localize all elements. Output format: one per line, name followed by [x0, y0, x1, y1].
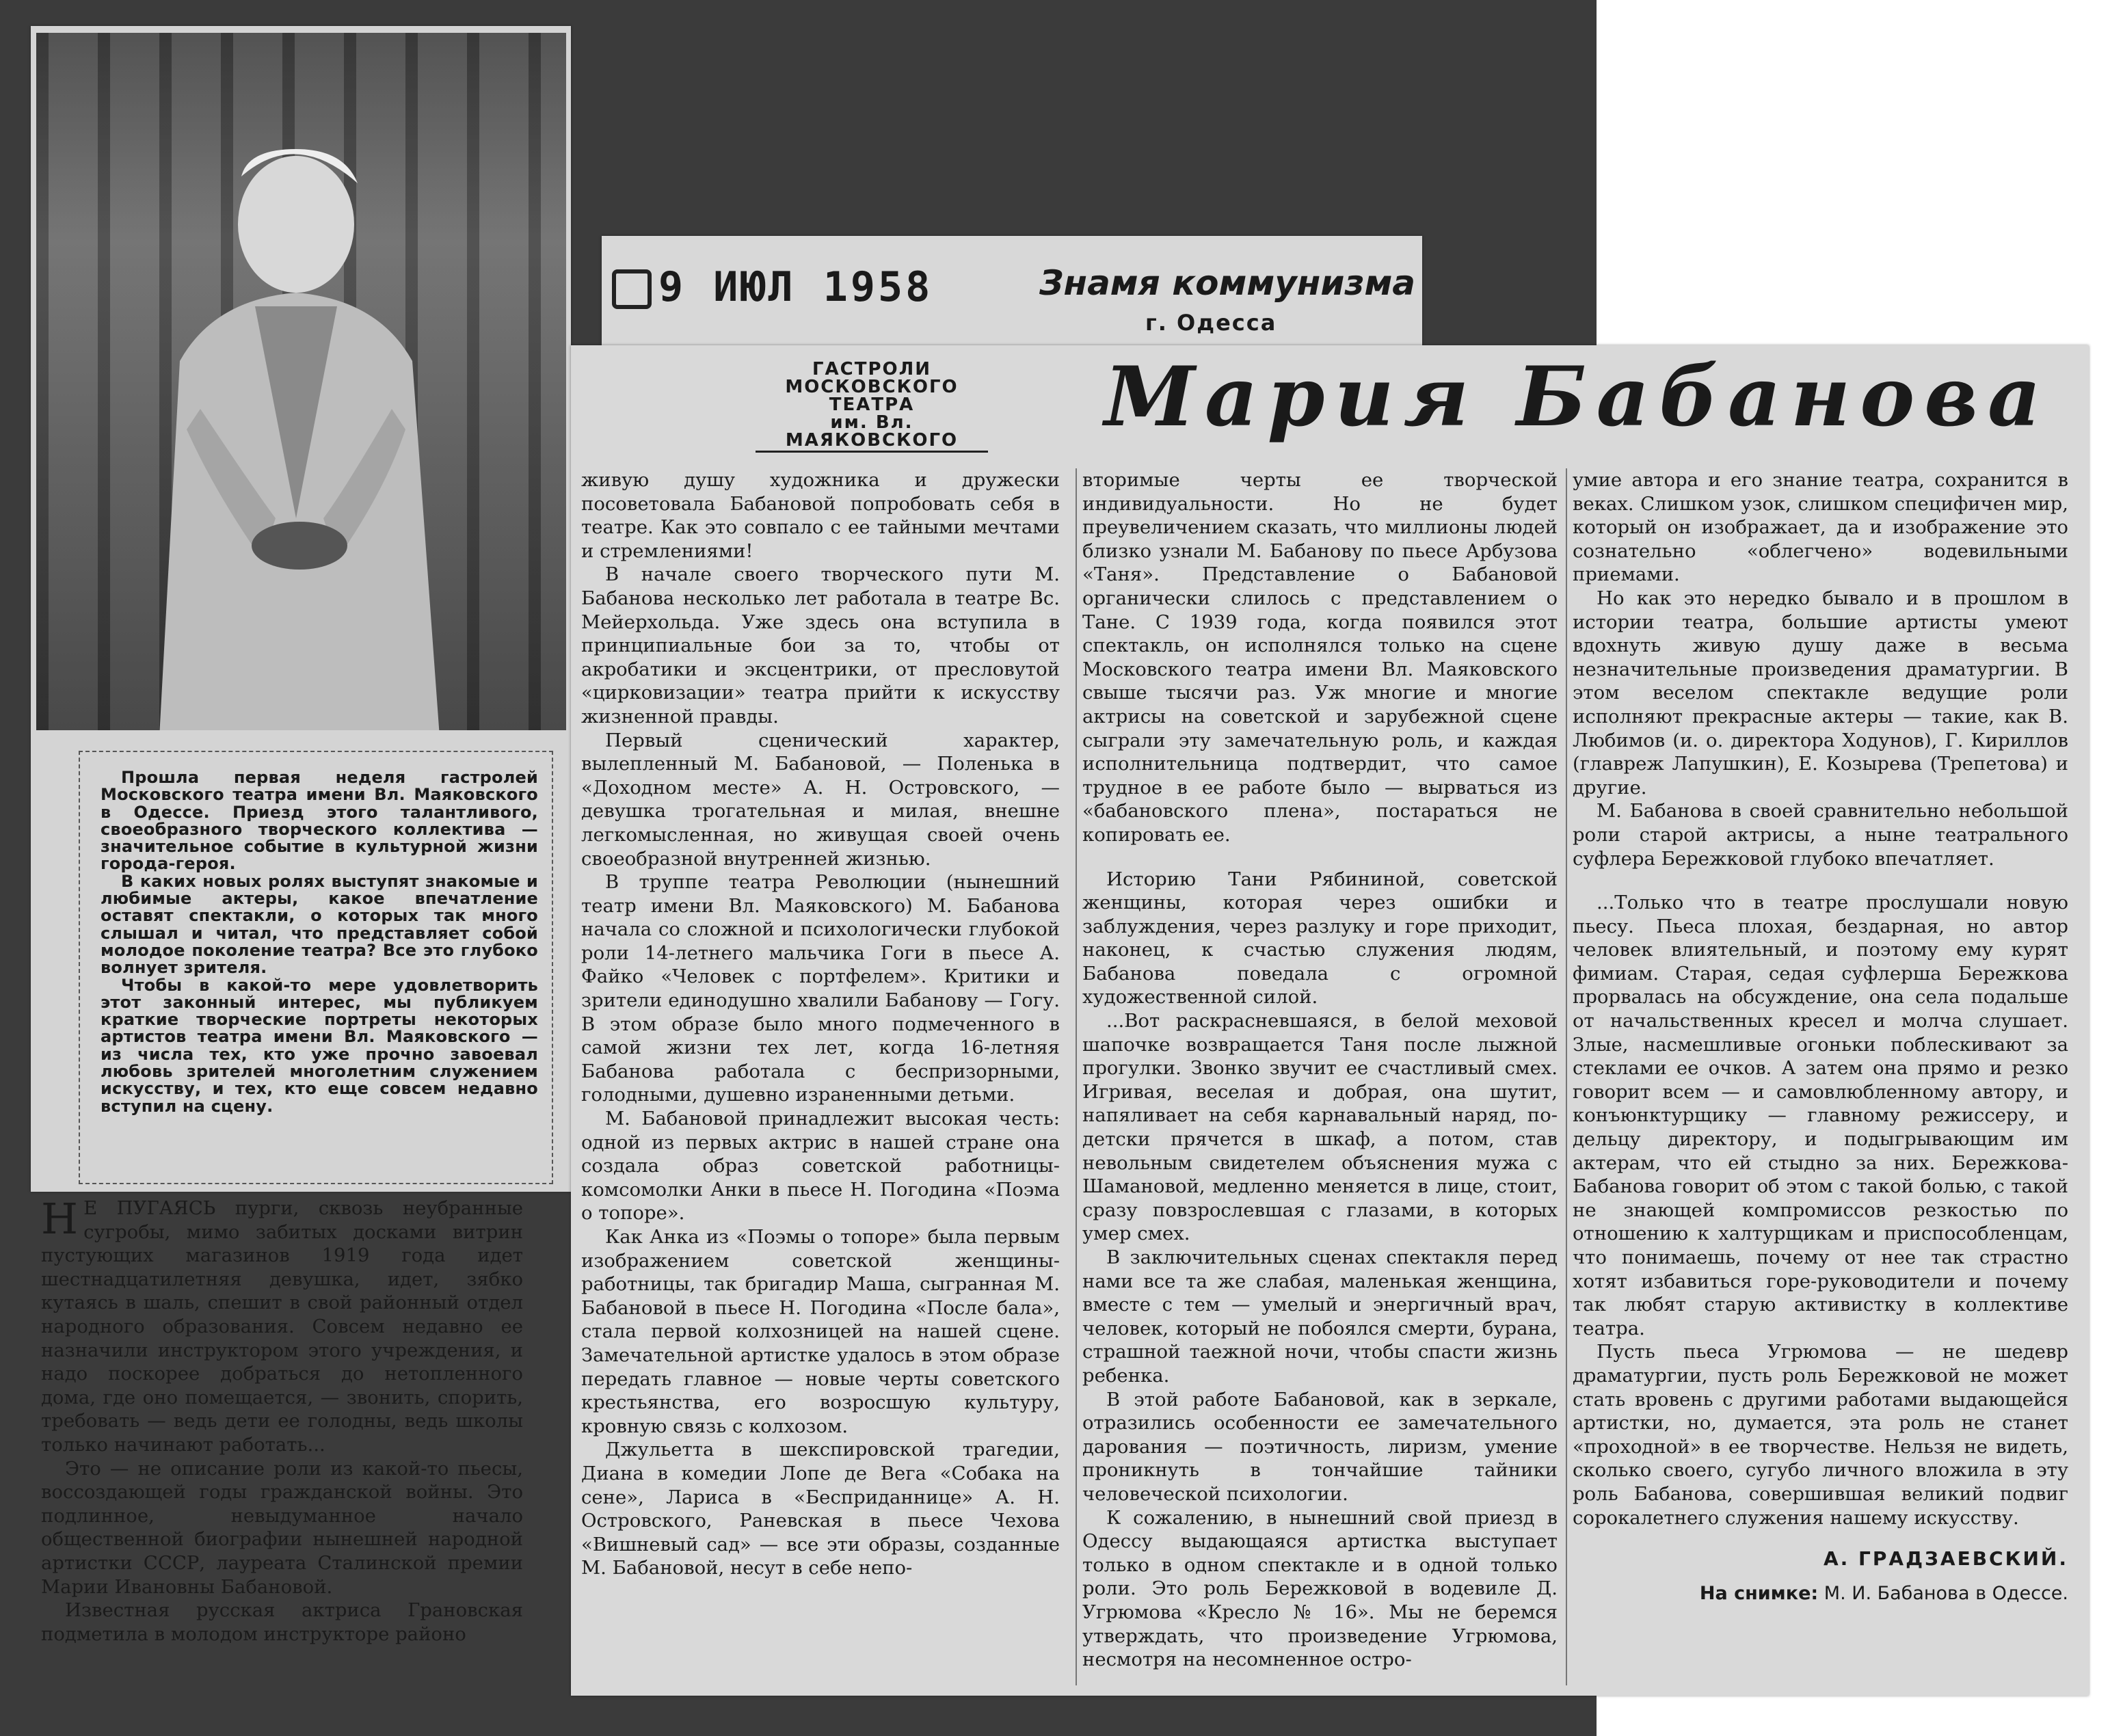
article-paragraph: М. Бабановой принадлежит высокая честь: одной из первых актрис в нашей стране она создала образ советской работницы-комсомолки Анки в пьесе Н. Погодина «Поэма о топоре». [581, 1108, 1060, 1225]
article-paragraph: Первый сценический характер, вылепленный М. Бабановой, — Поленька в «Доходном месте» А. Н. Островского, — девушка трогательная и милая, внешне легкомысленная, но живущая своей очень своеобразной внутренней жизнью. [581, 729, 1060, 870]
intro-text [101, 769, 538, 1115]
article-paragraph: В заключительных сценах спектакля перед нами все та же слабая, маленькая женщина, вместе с тем — умелый и энергичный врач, человек, который не побоялся смерти, бурана, страшной таежной ночи, чтобы спасти жизнь ребенка. [1082, 1246, 1558, 1387]
article-paragraph: Как Анка из «Поэмы о топоре» была первым изображением советской женщины-работницы, так бригадир Маша, сыгранная М. Бабановой в пьесе Н. Погодина «После бала», стала первой колхозницей на нашей сцене. Замечательной артистке удалось в этом образе передать главное — новые черты советского крестьянства, его возросшую культуру, кровную связь с колхозом. [581, 1226, 1060, 1437]
article-paragraph: К сожалению, в нынешний свой приезд в Одессу выдающаяся артистка выступает только в одном спектакле и в одной только роли. Это роль Бережковой в водевиле Д. Угрюмова «Кресло № 16». Мы не беремся утверждать, что произведение Угрюмова, несмотря на несомненное остро- [1082, 1506, 1558, 1671]
column-rule [1566, 468, 1567, 1685]
article-column-4 [1573, 468, 2068, 1605]
article-paragraph: В труппе театра Революции (нынешний театр имени Вл. Маяковского) М. Бабанова начала со сложной и психологически глубокой роли 14-летнего мальчика Гоги в пьесе А. Файко «Человек с портфелем». Критики и зрители единодушно хвалили Бабанову — Гогу. В этом образе было много подмеченного в самой жизни тех лет, когда 16-летняя Бабанова работала с беспризорными, голодными, душевно израненными детьми. [581, 871, 1060, 1106]
actress-figure [118, 135, 474, 730]
intro-paragraph: Чтобы в какой-то мере удовлетворить этот законный интерес, мы публикуем краткие творческие портреты некоторых артистов театра имени Вл. Маяковского — из числа тех, кто уже прочно завоевал любовь зрителей многолетним служением искусству, и тех, кто еще совсем недавно вступил на сцену. [101, 975, 538, 1116]
intro-box [79, 751, 553, 1184]
portrait-photo [36, 33, 566, 730]
drop-cap: Н [41, 1194, 79, 1244]
article-paragraph: Но как это нередко бывало и в прошлом в истории театра, большие артисты умеют вдохнуть живую душу даже в весьма незначительные произведения драматургии. В этом веселом спектакле ведущие роли исполняют прекрасные актеры — такие, как В. Любимов (и. о. директора Ходунов), Г. Кириллов (главреж Лапушкин), Е. Козырева (Трепетова) и другие. [1573, 587, 2068, 799]
intro-paragraph: В каких новых ролях выступят знакомые и любимые актеры, какое впечатление оставят спектакли, о которых так много слышал и читал, что представляет собой молодое поколение театра? Все это глубоко волнует зрителя. [101, 871, 538, 978]
article-paragraph: В этой работе Бабановой, как в зеркале, отразились особенности ее замечательного дарования — поэтичность, лиризм, умение проникнуть в тончайшие тайники человеческой психологии. [1082, 1388, 1558, 1505]
article-paragraph: живую душу художника и дружески посоветовала Бабановой попробовать себя в театре. Как это совпало с ее тайными мечтами и стремлениями! [581, 469, 1060, 562]
article-paragraph: Это — не описание роли из какой-то пьесы, воссоздающей годы гражданской войны. Это подлинное, невыдуманное начало общественной биографии нынешней народной артистки СССР, лауреата Сталинской премии Марии Ивановны Бабановой. [41, 1457, 523, 1598]
article-paragraph: Джульетта в шекспировской трагедии, Диана в комедии Лопе де Вега «Собака на сене», Лариса в «Бесприданнице» А. Н. Островского, Раневская в пьесе Чехова «Вишневый сад» — все эти образы, созданные М. Бабановой, несут в себе непо- [581, 1439, 1060, 1579]
photo-caption: На снимке: М. И. Бабанова в Одессе. [1699, 1582, 2068, 1604]
stamp-icon [612, 269, 652, 309]
date-stamp: 9 ИЮЛ 1958 [612, 263, 933, 311]
author-signature: А. ГРАДЗАЕВСКИЙ. [1824, 1547, 2068, 1571]
newspaper-city: г. Одесса [1145, 310, 1277, 336]
article-title: Мария Бабанова [1104, 349, 2051, 445]
article-paragraph: Пусть пьеса Угрюмова — не шедевр драматургии, пусть роль Бережковой не может стать вровень с другими работами выдающейся артистки, но, думается, эта роль не станет «проходной» в ее творчестве. Нельзя не видеть, сколько своего, сугубо личного вложила в эту роль Бабанова, совершившая великий подвиг сорокалетнего служения нашему искусству. [1573, 1341, 2068, 1529]
article-paragraph: Историю Тани Рябининой, советской женщины, которая через ошибки и заблуждения, через разлуку и горе приходит, наконец, к счастью служения людям, Бабанова поведала с огромной художественной силой. [1082, 868, 1558, 1009]
article-paragraph: умие автора и его знание театра, сохранится в веках. Слишком узок, слишком специфичен мир, который он изображает, да и изображение это сознательно «облегчено» водевильными приемами. [1573, 469, 2068, 586]
article-column-3 [1082, 468, 1558, 1672]
article-column-1 [41, 1194, 523, 1646]
rubric-line: МОСКОВСКОГО ТЕАТРА [785, 377, 959, 415]
rubric-line: ГАСТРОЛИ [812, 359, 932, 379]
article-paragraph: вторимые черты ее творческой индивидуальности. Но не будет преувеличением сказать, что миллионы людей близко узнали М. Бабанову по пьесе Арбузова «Таня». Представление о Бабановой органически слилось с представлением о Тане. С 1939 года, когда появился этот спектакль, он исполнялся только на сцене Московского театра имени Вл. Маяковского свыше тысячи раз. Уж многие и многие актрисы на советской и зарубежной сцене сыграли эту замечательную роль, и каждая исполнительница подтвердит, что самое трудное в ее работе было — вырваться из «бабановского плена», постараться не копировать ее. [1082, 469, 1558, 846]
article-paragraph: М. Бабанова в своей сравнительно небольшой роли старой актрисы, а ныне театрального суфлера Бережковой глубоко впечатляет. [1573, 800, 2068, 870]
photo-clipping [31, 26, 571, 1645]
article-paragraph: Н Е ПУГАЯСЬ пурги, сквозь неубранные сугробы, мимо забитых досками витрин пустующих магазинов 1919 года идет шестнадцатилетняя девушка, идет, зябко кутаясь в шаль, спешит в свой районный отдел народного образования. Совсем недавно ее назначили инструктором этого учреждения, и надо поскорее добраться до нетопленного дома, где оно помещается, — звонить, спорить, требовать — ведь дети ее голодны, ведь школы только начинают работать... [41, 1194, 523, 1456]
article-paragraph: ...Только что в театре прослушали новую пьесу. Пьеса плохая, бездарная, но автор человек влиятельный, и поэтому ему курят фимиам. Старая, седая суфлерша Бережкова прорвалась на обсуждение, она села подальше от начальственных кресел и молча слушает. Злые, насмешливые огоньки поблескивают за стеклами ее очков. А затем она прямо и резко говорит всем — и самовлюбленному автору, и конъюнктурщику — главному режиссеру, и дельцу директору, и подыгрывающим им актерам, что ей стыдно за них. Бережкова-Бабанова говорит об этом с такой болью, с такой не знающей компромиссов резкостью по отношению к халтурщикам и приспособленцам, что понимаешь, почему от нее так страстно хотят избавиться горе-руководители и почему так любят старую активистку в коллективе театра. [1573, 892, 2068, 1339]
intro-paragraph: Прошла первая неделя гастролей Московского театра имени Вл. Маяковского в Одессе. Приезд этого талантливого, своеобразного творческого коллектива — значительное событие в культурной жизни города-героя. [101, 768, 538, 874]
newspaper-name: Знамя коммунизма [1039, 263, 1416, 303]
article-paragraph: ...Вот раскрасневшаяся, в белой меховой шапочке возвращается Таня после лыжной прогулки. Звонко звучит ее счастливый смех. Игривая, веселая и добрая, она шутит, напяливает на себя карнавальный наряд, по-детски прячется в шкаф, а потом, став невольным свидетелем объяснения мужа с Шамановой, медленно меняется в лице, стоит, сразу повзрослевшая с глазами, в которых умер смех. [1082, 1010, 1558, 1245]
article-column-2 [581, 468, 1060, 1580]
rubric [756, 360, 988, 453]
article-clipping [571, 345, 2089, 1696]
article-paragraph: В начале своего творческого пути М. Бабанова несколько лет работала в театре Вс. Мейерхольда. Уже здесь она вступила в принципиальные бои за то, чтобы от акробатики и эксцентрики, от пресловутой «цирковизации» театра прийти к искусству жизненной правды. [581, 563, 1060, 727]
column-rule [1076, 468, 1077, 1685]
rubric-line: им. Вл. МАЯКОВСКОГО [756, 414, 988, 453]
masthead-clipping [602, 236, 1422, 345]
article-paragraph: Известная русская актриса Грановская подметила в молодом инструкторе районо [41, 1599, 523, 1645]
